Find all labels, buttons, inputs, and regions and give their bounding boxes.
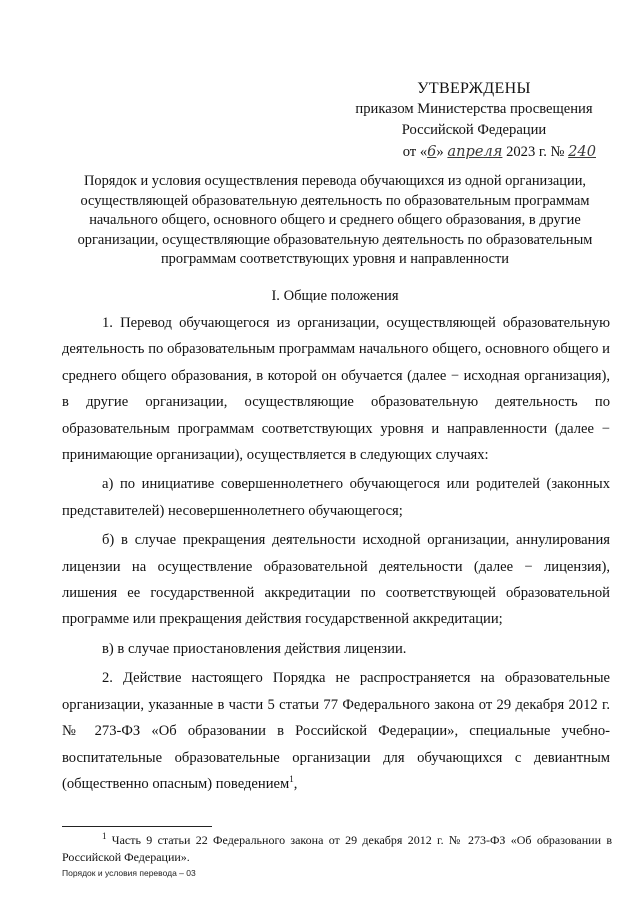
paragraph-1b: б) в случае прекращения деятельности исходной организации, аннулирования лицензии на осуществление образовательной деятельности (далее − лицензия), лишения ее государственной аккредитации по соответствующей образовательной программе или прекращения действия государственной аккредитации;	[62, 532, 610, 628]
title-line: начального общего, основного общего и среднего общего образования, в другие	[89, 212, 581, 228]
handwritten-number: 240	[568, 143, 596, 160]
paragraph-1a: а) по инициативе совершеннолетнего обучающегося или родителей (законных представителей) несовершеннолетнего обучающегося;	[62, 476, 610, 519]
title-line: программам соответствующих уровня и направленности	[160, 251, 509, 267]
date-year: 2023 г. №	[506, 144, 565, 160]
title-line: организации, осуществляющие образовательную деятельность по образовательным	[77, 231, 593, 248]
footnote-divider	[62, 826, 212, 827]
handwritten-day: 6	[427, 143, 437, 160]
title-line: осуществляющей образовательную деятельность по образовательным программам	[80, 192, 590, 209]
date-prefix: от «	[402, 144, 428, 160]
document-title	[60, 172, 610, 270]
title-line: Порядок и условия осуществления перевода обучающихся из одной организации,	[83, 173, 587, 189]
handwritten-month: апреля	[447, 143, 503, 160]
approval-title: УТВЕРЖДЕНЫ	[417, 80, 531, 97]
section-heading: I. Общие положения	[271, 288, 399, 304]
paragraph-1: 1. Перевод обучающегося из организации, осуществляющей образовательную деятельность по образовательным программам начального общего, основного общего и среднего общего образования, в которой он обучается (далее − исходная организация), в другие организации, осуществляющие образовательную деятельность по образовательным программам соответствующих уровня и направленности (далее − принимающие организации), осуществляется в следующих случаях:	[62, 315, 610, 464]
approval-block	[340, 78, 608, 163]
body-text	[62, 310, 610, 797]
paragraph-2	[62, 665, 610, 797]
footnote-marker: 1	[102, 831, 107, 841]
footnote	[62, 832, 612, 866]
footnote-ref: 1	[289, 774, 294, 785]
approval-line-federation: Российской Федерации	[401, 122, 547, 138]
footnote-text: Часть 9 статьи 22 Федерального закона от 29 декабря 2012 г. № 273-ФЗ «Об образовании в Российской Федерации».	[62, 833, 612, 864]
approval-date-line	[340, 141, 608, 163]
paragraph-1c: в) в случае приостановления действия лицензии.	[102, 640, 407, 657]
paragraph-2-text: 2. Действие настоящего Порядка не распространяется на образовательные организации, указанные в части 5 статьи 77 Федерального закона от 29 декабря 2012 г. № 273-ФЗ «Об образовании в Российской Федерации», специальные учебно-воспитательные образовательные организации для обучающихся с девиантным (общественно опасным) поведением	[62, 670, 610, 792]
paragraph-2-tail: ,	[293, 775, 298, 792]
approval-line-ministry: приказом Министерства просвещения	[355, 101, 593, 117]
date-mid: »	[436, 144, 444, 160]
footer-code: Порядок и условия перевода – 03	[62, 868, 196, 878]
